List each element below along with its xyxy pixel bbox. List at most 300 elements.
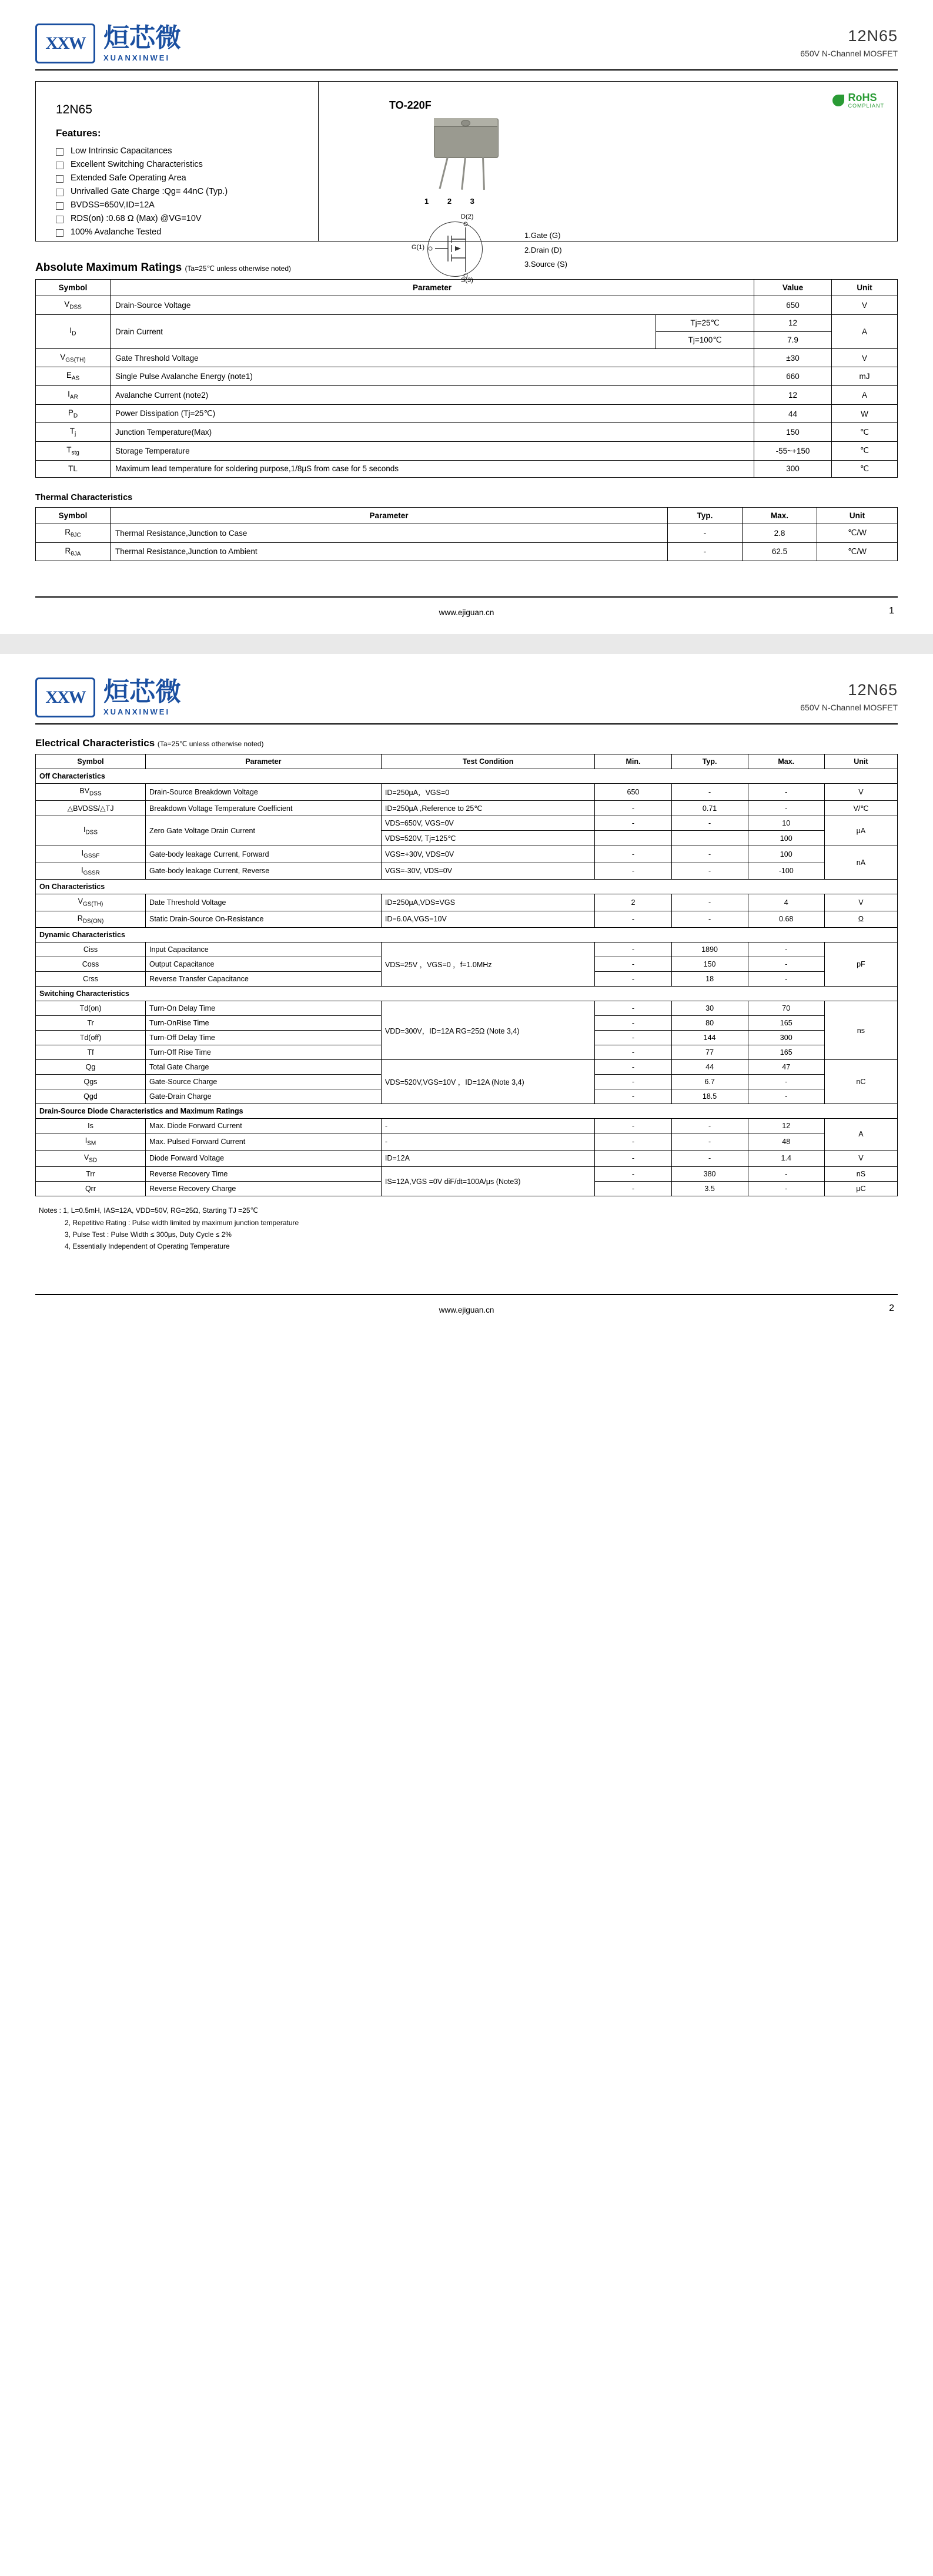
cell-parameter: Output Capacitance xyxy=(145,957,381,972)
cell-parameter: Junction Temperature(Max) xyxy=(111,423,754,442)
cell-symbol: $I_{SM}$ xyxy=(36,1133,146,1151)
cell-min: 650 xyxy=(595,784,671,801)
cell-max: 1.4 xyxy=(748,1150,824,1167)
cell-symbol: $R_{DS(ON)}$ xyxy=(36,911,146,928)
page-1-footer xyxy=(35,596,898,634)
cell-min: - xyxy=(595,1045,671,1060)
cell-max: -100 xyxy=(748,863,824,880)
cell-unit: nA xyxy=(824,846,897,880)
cell-condition: VDS=650V, VGS=0V xyxy=(381,816,595,831)
thermal-table xyxy=(35,507,898,561)
footer-divider xyxy=(35,596,898,598)
cell-typ: - xyxy=(671,784,748,801)
cell-min: - xyxy=(595,846,671,863)
pin-item: 2.Drain (D) xyxy=(524,245,562,254)
cell-min: - xyxy=(595,863,671,880)
col-typ: Typ. xyxy=(668,507,743,524)
table-row xyxy=(36,460,898,477)
table-row xyxy=(36,911,898,928)
cell-symbol: $I_D$ xyxy=(36,314,111,348)
checkbox-icon xyxy=(56,162,63,169)
company-name xyxy=(103,676,181,716)
cell-symbol: $T_{stg}$ xyxy=(36,442,111,461)
cell-parameter: Static Drain-Source On-Resistance xyxy=(145,911,381,928)
cell-condition: - xyxy=(381,1133,595,1151)
cell-max: 165 xyxy=(748,1045,824,1060)
electrical-characteristics-table xyxy=(35,754,898,1196)
datasheet-page-2 xyxy=(0,654,933,1331)
company-name xyxy=(103,22,181,62)
cell-min: - xyxy=(595,1031,671,1045)
cell-typ: 77 xyxy=(671,1045,748,1060)
page-separator xyxy=(0,634,933,654)
col-symbol: Symbol xyxy=(36,280,111,296)
footer-inner xyxy=(35,602,898,634)
table-row xyxy=(36,1167,898,1182)
table-row xyxy=(36,863,898,880)
cell-typ: - xyxy=(671,1150,748,1167)
note-line: 4, Essentially Independent of Operating Temperature xyxy=(65,1242,230,1251)
col-symbol: Symbol xyxy=(36,754,146,769)
cell-symbol: $V_{GS(TH)}$ xyxy=(36,894,146,911)
package-lead xyxy=(461,157,466,190)
cell-unit: A xyxy=(824,1119,897,1151)
cell-parameter: Turn-Off Rise Time xyxy=(145,1045,381,1060)
cell-unit: A xyxy=(832,314,898,348)
cell-max: 300 xyxy=(748,1031,824,1045)
feature-text: Excellent Switching Characteristics xyxy=(71,160,203,169)
cell-max: - xyxy=(748,972,824,987)
col-min: Min. xyxy=(595,754,671,769)
note-line: 2, Repetitive Rating : Pulse width limited by maximum junction temperature xyxy=(65,1218,299,1227)
page-number: 2 xyxy=(889,1303,894,1313)
cell-unit: ℃ xyxy=(832,442,898,461)
cell-unit: ℃ xyxy=(832,460,898,477)
cell-symbol: $I_{GSSR}$ xyxy=(36,863,146,880)
features-list xyxy=(56,146,318,237)
company-logo xyxy=(35,677,181,717)
cell-typ: 0.71 xyxy=(671,801,748,816)
cell-unit: ℃/W xyxy=(817,524,898,542)
table-group-row xyxy=(36,769,898,784)
table-header-row xyxy=(36,507,898,524)
cell-parameter: Drain-Source Voltage xyxy=(111,296,754,315)
cell-parameter: Breakdown Voltage Temperature Coefficient xyxy=(145,801,381,816)
cell-typ: 144 xyxy=(671,1031,748,1045)
cell-max: 70 xyxy=(748,1001,824,1016)
company-name-en: XUANXINWEI xyxy=(103,53,170,62)
col-parameter: Parameter xyxy=(111,280,754,296)
col-parameter: Parameter xyxy=(111,507,668,524)
table-row xyxy=(36,784,898,801)
cell-parameter: Thermal Resistance,Junction to Case xyxy=(111,524,668,542)
cell-unit: V/℃ xyxy=(824,801,897,816)
cell-symbol: Td(off) xyxy=(36,1031,146,1045)
cell-parameter: Storage Temperature xyxy=(111,442,754,461)
pin-item: 1.Gate (G) xyxy=(524,231,561,240)
cell-typ: 1890 xyxy=(671,942,748,957)
header-divider xyxy=(35,69,898,71)
cell-min: - xyxy=(595,1133,671,1151)
group-title: Dynamic Characteristics xyxy=(36,928,898,942)
footer-url[interactable]: www.ejiguan.cn xyxy=(439,1305,494,1314)
cell-symbol: Coss xyxy=(36,957,146,972)
col-unit: Unit xyxy=(824,754,897,769)
features-title: Features: xyxy=(56,128,101,139)
cell-parameter: Gate-body leakage Current, Forward xyxy=(145,846,381,863)
cell-unit: μA xyxy=(824,816,897,846)
cell-typ: - xyxy=(671,863,748,880)
cell-condition: ID=12A xyxy=(381,1150,595,1167)
group-title: Switching Characteristics xyxy=(36,987,898,1001)
col-value: Value xyxy=(754,280,832,296)
cell-min: - xyxy=(595,1167,671,1182)
checkbox-icon xyxy=(56,202,63,210)
table-row xyxy=(36,801,898,816)
cell-max: - xyxy=(748,1075,824,1089)
cell-typ: - xyxy=(671,1133,748,1151)
mosfet-schematic-icon xyxy=(407,213,507,286)
cell-symbol: Is xyxy=(36,1119,146,1133)
cell-min: 2 xyxy=(595,894,671,911)
cell-typ: 80 xyxy=(671,1016,748,1031)
table-group-row xyxy=(36,987,898,1001)
cell-condition: IS=12A,VGS =0V diF/dt=100A/μs (Note3) xyxy=(381,1167,595,1196)
cell-typ: - xyxy=(671,846,748,863)
cell-unit: nS xyxy=(824,1167,897,1182)
feature-list-panel xyxy=(36,82,318,241)
cell-parameter: Input Capacitance xyxy=(145,942,381,957)
schematic-gate-label: G(1) xyxy=(412,244,424,251)
table-row xyxy=(36,296,898,315)
cell-max: 4 xyxy=(748,894,824,911)
table-row xyxy=(36,524,898,542)
company-logo xyxy=(35,24,181,63)
cell-value: 150 xyxy=(754,423,832,442)
checkbox-icon xyxy=(56,229,63,237)
cell-parameter: Maximum lead temperature for soldering purpose,1/8μS from case for 5 seconds xyxy=(111,460,754,477)
cell-parameter: Diode Forward Voltage xyxy=(145,1150,381,1167)
cell-typ: - xyxy=(671,911,748,928)
table-row xyxy=(36,314,898,331)
feature-text: Unrivalled Gate Charge :Qg= 44nC (Typ.) xyxy=(71,187,228,196)
cell-max: - xyxy=(748,1167,824,1182)
absolute-max-table xyxy=(35,279,898,478)
cell-unit: V xyxy=(824,1150,897,1167)
feature-text: 100% Avalanche Tested xyxy=(71,227,162,237)
col-typ: Typ. xyxy=(671,754,748,769)
package-lead xyxy=(439,157,448,189)
cell-max: 47 xyxy=(748,1060,824,1075)
cell-max: 48 xyxy=(748,1133,824,1151)
header-part-number: 12N65 xyxy=(848,681,898,699)
rohs-title: RoHS xyxy=(848,92,877,103)
table-group-row xyxy=(36,1104,898,1119)
cell-symbol: Trr xyxy=(36,1167,146,1182)
cell-parameter: Date Threshold Voltage xyxy=(145,894,381,911)
cell-unit: W xyxy=(832,404,898,423)
list-item xyxy=(56,200,318,210)
header-part-info xyxy=(800,24,898,58)
schematic-source-label: S(3) xyxy=(461,277,473,284)
cell-symbol: $BV_{DSS}$ xyxy=(36,784,146,801)
cell-max: - xyxy=(748,1089,824,1104)
cell-value: 660 xyxy=(754,367,832,386)
list-item xyxy=(56,173,318,183)
table-row xyxy=(36,386,898,405)
cell-min: - xyxy=(595,1060,671,1075)
cell-unit: A xyxy=(832,386,898,405)
table-row xyxy=(36,348,898,367)
page-1-sheet xyxy=(0,0,933,634)
rohs-badge xyxy=(832,92,884,109)
cell-symbol: $I_{DSS}$ xyxy=(36,816,146,846)
cell-symbol: $I_{GSSF}$ xyxy=(36,846,146,863)
cell-value: 300 xyxy=(754,460,832,477)
table-row xyxy=(36,442,898,461)
cell-parameter: Turn-OnRise Time xyxy=(145,1016,381,1031)
table-row xyxy=(36,367,898,386)
table-row xyxy=(36,404,898,423)
feature-text: Extended Safe Operating Area xyxy=(71,173,186,183)
cell-condition: VGS=-30V, VDS=0V xyxy=(381,863,595,880)
cell-unit: pF xyxy=(824,942,897,987)
cell-min: - xyxy=(595,1075,671,1089)
cell-min: - xyxy=(595,972,671,987)
cell-parameter: Reverse Recovery Charge xyxy=(145,1182,381,1196)
cell-unit: nC xyxy=(824,1060,897,1104)
logo-mark-icon xyxy=(35,677,95,717)
cell-parameter: Turn-On Delay Time xyxy=(145,1001,381,1016)
cell-max: 0.68 xyxy=(748,911,824,928)
table-row xyxy=(36,423,898,442)
cell-symbol: Crss xyxy=(36,972,146,987)
cell-symbol: $V_{SD}$ xyxy=(36,1150,146,1167)
feature-text: RDS(on) :0.68 Ω (Max) @VG=10V xyxy=(71,214,202,223)
table-row xyxy=(36,542,898,561)
cell-typ: 30 xyxy=(671,1001,748,1016)
cell-max: 12 xyxy=(748,1119,824,1133)
package-drawing-panel xyxy=(318,82,897,284)
notes-block xyxy=(35,1205,898,1253)
cell-typ: - xyxy=(671,894,748,911)
page-header xyxy=(35,0,898,63)
table-row xyxy=(36,1060,898,1075)
cell-condition: VDS=25V ，VGS=0 ，f=1.0MHz xyxy=(381,942,595,987)
cell-unit: V xyxy=(832,348,898,367)
cell-condition: Tj=100℃ xyxy=(656,331,754,348)
cell-condition: VDD=300V，ID=12A RG=25Ω (Note 3,4) xyxy=(381,1001,595,1060)
cell-typ: 6.7 xyxy=(671,1075,748,1089)
cell-min: - xyxy=(595,942,671,957)
col-max: Max. xyxy=(743,507,817,524)
cell-parameter: Gate Threshold Voltage xyxy=(111,348,754,367)
cell-parameter: Reverse Recovery Time xyxy=(145,1167,381,1182)
cell-condition: ID=6.0A,VGS=10V xyxy=(381,911,595,928)
cell-value: 7.9 xyxy=(754,331,832,348)
cell-symbol: $R_{\theta JC}$ xyxy=(36,524,111,542)
cell-parameter: Total Gate Charge xyxy=(145,1060,381,1075)
cell-typ: 18.5 xyxy=(671,1089,748,1104)
mounting-hole xyxy=(461,120,470,126)
cell-unit: μC xyxy=(824,1182,897,1196)
footer-inner xyxy=(35,1300,898,1331)
cell-max: - xyxy=(748,1182,824,1196)
cell-unit: Ω xyxy=(824,911,897,928)
list-item xyxy=(56,214,318,223)
cell-min: - xyxy=(595,1001,671,1016)
group-title: Off Characteristics xyxy=(36,769,898,784)
cell-symbol: $V_{DSS}$ xyxy=(36,296,111,315)
header-divider xyxy=(35,723,898,724)
cell-min: - xyxy=(595,1150,671,1167)
table-header-row xyxy=(36,754,898,769)
checkbox-icon xyxy=(56,148,63,156)
feature-part-number: 12N65 xyxy=(56,103,92,116)
cell-typ: - xyxy=(668,542,743,561)
footer-divider xyxy=(35,1294,898,1295)
list-item xyxy=(56,146,318,156)
cell-symbol: $E_{AS}$ xyxy=(36,367,111,386)
cell-value: -55~+150 xyxy=(754,442,832,461)
cell-symbol: Td(on) xyxy=(36,1001,146,1016)
cell-parameter: Turn-Off Delay Time xyxy=(145,1031,381,1045)
cell-symbol: Tf xyxy=(36,1045,146,1060)
cell-condition: ID=250μA，VGS=0 xyxy=(381,784,595,801)
col-symbol: Symbol xyxy=(36,507,111,524)
pin-description-list xyxy=(524,229,567,272)
cell-typ: 3.5 xyxy=(671,1182,748,1196)
checkbox-icon xyxy=(56,216,63,223)
thermal-title: Thermal Characteristics xyxy=(35,492,133,502)
page-header xyxy=(35,654,898,717)
pin-numbers: 1 2 3 xyxy=(424,197,483,206)
cell-max: - xyxy=(748,801,824,816)
col-test-condition: Test Condition xyxy=(381,754,595,769)
footer-url[interactable]: www.ejiguan.cn xyxy=(439,608,494,618)
table-row xyxy=(36,942,898,957)
header-part-subtitle: 650V N-Channel MOSFET xyxy=(800,49,898,58)
cell-parameter: Power Dissipation (Tj=25℃) xyxy=(111,404,754,423)
cell-parameter: Max. Pulsed Forward Current xyxy=(145,1133,381,1151)
cell-parameter: Gate-body leakage Current, Reverse xyxy=(145,863,381,880)
cell-symbol: Qgd xyxy=(36,1089,146,1104)
cell-max: - xyxy=(748,942,824,957)
cell-parameter: Zero Gate Voltage Drain Current xyxy=(145,816,381,846)
cell-unit: V xyxy=(824,894,897,911)
col-max: Max. xyxy=(748,754,824,769)
cell-unit: V xyxy=(824,784,897,801)
feature-text: Low Intrinsic Capacitances xyxy=(71,146,172,156)
cell-min: - xyxy=(595,957,671,972)
cell-unit: ns xyxy=(824,1001,897,1060)
cell-symbol: $R_{\theta JA}$ xyxy=(36,542,111,561)
cell-value: 44 xyxy=(754,404,832,423)
leaf-icon xyxy=(832,95,844,106)
electrical-title xyxy=(35,737,898,749)
cell-symbol: Tr xyxy=(36,1016,146,1031)
cell-condition: VDS=520V, Tj=125℃ xyxy=(381,831,595,846)
rohs-subtitle: COMPLIANT xyxy=(848,103,884,109)
col-unit: Unit xyxy=(832,280,898,296)
group-title: On Characteristics xyxy=(36,880,898,894)
cell-max: 100 xyxy=(748,846,824,863)
cell-min: - xyxy=(595,816,671,831)
pin-item: 3.Source (S) xyxy=(524,260,567,269)
cell-condition: ID=250μA,VDS=VGS xyxy=(381,894,595,911)
cell-symbol: $V_{GS(TH)}$ xyxy=(36,348,111,367)
cell-value: 12 xyxy=(754,314,832,331)
cell-max: - xyxy=(748,784,824,801)
absolute-max-title-note: (Ta=25℃ unless otherwise noted) xyxy=(185,264,292,273)
cell-unit: ℃ xyxy=(832,423,898,442)
cell-typ: 44 xyxy=(671,1060,748,1075)
col-parameter: Parameter xyxy=(145,754,381,769)
cell-min: - xyxy=(595,911,671,928)
table-row xyxy=(36,1001,898,1016)
company-name-cn: 烜芯微 xyxy=(103,22,181,53)
electrical-title-text: Electrical Characteristics xyxy=(35,737,155,749)
rohs-text xyxy=(848,92,884,109)
page-2-sheet xyxy=(0,654,933,1331)
cell-max: 2.8 xyxy=(743,524,817,542)
cell-symbol: $P_D$ xyxy=(36,404,111,423)
cell-typ: 18 xyxy=(671,972,748,987)
table-row xyxy=(36,816,898,831)
electrical-title-note: (Ta=25℃ unless otherwise noted) xyxy=(157,740,264,749)
cell-unit: mJ xyxy=(832,367,898,386)
cell-typ: 150 xyxy=(671,957,748,972)
cell-min: - xyxy=(595,1089,671,1104)
checkbox-icon xyxy=(56,189,63,196)
cell-unit: ℃/W xyxy=(817,542,898,561)
to220f-package-icon xyxy=(423,118,511,189)
feature-text: BVDSS=650V,ID=12A xyxy=(71,200,155,210)
table-row xyxy=(36,846,898,863)
cell-max: - xyxy=(748,957,824,972)
cell-min xyxy=(595,831,671,846)
table-row xyxy=(36,1133,898,1151)
cell-symbol: △BVDSS/△TJ xyxy=(36,801,146,816)
cell-parameter: Avalanche Current (note2) xyxy=(111,386,754,405)
company-name-en: XUANXINWEI xyxy=(103,707,170,716)
logo-mark-icon xyxy=(35,24,95,63)
page-2-footer xyxy=(35,1294,898,1331)
list-item xyxy=(56,187,318,196)
cell-min: - xyxy=(595,1182,671,1196)
cell-parameter: Gate-Drain Charge xyxy=(145,1089,381,1104)
cell-typ: - xyxy=(668,524,743,542)
cell-value: 650 xyxy=(754,296,832,315)
cell-parameter: Drain-Source Breakdown Voltage xyxy=(145,784,381,801)
note-line: Notes : 1, L=0.5mH, IAS=12A, VDD=50V, RG=25Ω, Starting TJ =25℃ xyxy=(39,1206,258,1215)
cell-symbol: $I_{AR}$ xyxy=(36,386,111,405)
cell-symbol: Qg xyxy=(36,1060,146,1075)
note-line: 3, Pulse Test : Pulse Width ≤ 300μs, Duty Cycle ≤ 2% xyxy=(65,1230,232,1239)
checkbox-icon xyxy=(56,175,63,183)
cell-typ: - xyxy=(671,816,748,831)
cell-value: 12 xyxy=(754,386,832,405)
cell-typ: - xyxy=(671,1119,748,1133)
cell-min: - xyxy=(595,1119,671,1133)
cell-unit: V xyxy=(832,296,898,315)
list-item xyxy=(56,160,318,169)
cell-parameter: Drain Current xyxy=(111,314,656,348)
cell-condition: - xyxy=(381,1119,595,1133)
col-unit: Unit xyxy=(817,507,898,524)
schematic-drain-label: D(2) xyxy=(461,213,474,220)
logo-mark-text: XXW xyxy=(45,687,85,707)
